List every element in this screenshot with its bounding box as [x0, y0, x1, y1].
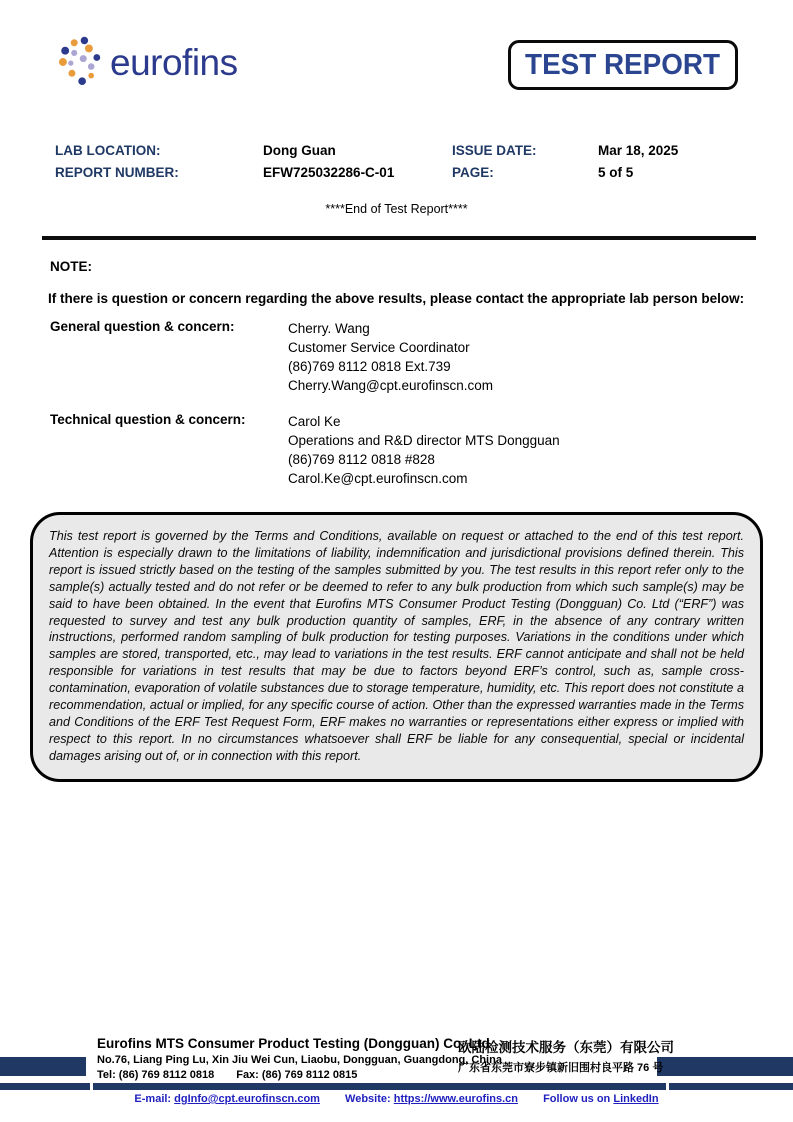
section-divider-line: [42, 236, 756, 240]
footer-address-en: No.76, Liang Ping Lu, Xin Jiu Wei Cun, Liaobu, Dongguan, Guangdong, China: [97, 1054, 502, 1066]
footer-bar-gap-right: [666, 1083, 669, 1090]
logo-wordmark: eurofins: [110, 42, 238, 83]
website-label: Website:: [345, 1093, 391, 1105]
technical-contact-phone: (86)769 8112 0818 #828: [288, 452, 435, 467]
lab-location-value: Dong Guan: [263, 143, 336, 158]
eurofins-logo: [58, 36, 238, 88]
email-link[interactable]: dgInfo@cpt.eurofinscn.com: [174, 1093, 320, 1105]
technical-contact-email: Carol.Ke@cpt.eurofinscn.com: [288, 471, 468, 486]
footer-tel: Tel: (86) 769 8112 0818: [97, 1069, 215, 1081]
footer-company-name-en: Eurofins MTS Consumer Product Testing (Dongguan) Co. Ltd: [97, 1036, 490, 1051]
footer-company-block-cn: [458, 1036, 674, 1075]
test-report-badge: [508, 40, 738, 90]
issue-date-value: Mar 18, 2025: [598, 143, 679, 158]
footer-left-accent-bar: [0, 1057, 86, 1076]
technical-question-label: Technical question & concern:: [50, 412, 246, 427]
general-question-details: [288, 319, 493, 395]
footer-navy-bar: [0, 1083, 793, 1090]
issue-date-label: ISSUE DATE:: [452, 143, 537, 158]
page-label: PAGE:: [452, 165, 494, 180]
eurofins-dots-icon: [58, 36, 104, 88]
general-question-label: General question & concern:: [50, 319, 235, 334]
email-label: E-mail:: [134, 1093, 172, 1105]
note-intro-text: If there is question or concern regarding the above results, please contact the appropriate lab person below:: [48, 291, 745, 306]
test-report-badge-label: TEST REPORT: [525, 48, 721, 81]
end-of-report-marker: ****End of Test Report****: [325, 202, 468, 216]
linkedin-link[interactable]: LinkedIn: [613, 1093, 659, 1105]
report-number-label: REPORT NUMBER:: [55, 165, 179, 180]
footer-fax: Fax: (86) 769 8112 0815: [236, 1069, 358, 1081]
footer-company-block-en: [97, 1036, 502, 1081]
technical-contact-name: Carol Ke: [288, 414, 341, 429]
general-contact-name: Cherry. Wang: [288, 321, 370, 336]
footer-right-accent-bar: [657, 1057, 793, 1076]
footer-bar-gap-left: [90, 1083, 93, 1090]
page-value: 5 of 5: [598, 165, 634, 180]
website-link[interactable]: https://www.eurofins.cn: [393, 1093, 518, 1105]
general-contact-phone: (86)769 8112 0818 Ext.739: [288, 359, 451, 374]
footer-tel-fax: [97, 1069, 502, 1081]
follow-us-label: Follow us on: [543, 1093, 611, 1105]
lab-location-label: LAB LOCATION:: [55, 143, 161, 158]
terms-and-conditions-box: [30, 512, 763, 782]
general-contact-email: Cherry.Wang@cpt.eurofinscn.com: [288, 378, 494, 393]
technical-contact-title: Operations and R&D director MTS Dongguan: [288, 433, 560, 448]
terms-and-conditions-text: This test report is governed by the Terms and Conditions, available on request or attached to the end of this test report. Attention is especially drawn to the limitations of liability, indemnification and jurisdictional provisions defined therein. This report is issued strictly based on the testing of the samples submitted by you. The test results in this report refer only to the sample(s) actually tested and do not refer or be deemed to refer to any bulk production from which such sample(s) may be said to have been obtained. In the event that Eurofins MTS Consumer Product Testing (Dongguan) Co. Ltd (“ERF”) was requested to survey and test any bulk production quantity of samples, ERF, in the absence of any contrary written instructions, performed random sampling of bulk production for testing purposes. Variations in the conditions under which samples are stored, transported, etc., may lead to variations in the test results. ERF cannot anticipate and shall not be held responsible for variations in test results that may be due to factors beyond ERF’s control, such as, sample cross-contamination, evaporation of volatile substances due to storage temperature, humidity, etc. This report does not constitute a recommendation, actual or implied, for any specific course of action. Other than the expressed warranties made in the Terms and Conditions of the ERF Test Request Form, ERF makes no warranties or representations either express or implied with respect to this report. In no circumstances whatsoever shall ERF be liable for any consequential, special or incidental damages arising out of, or in connection with this report.: [49, 529, 744, 763]
general-contact-title: Customer Service Coordinator: [288, 340, 470, 355]
footer-company-name-cn: 欧陆检测技术服务（东莞）有限公司: [458, 1040, 674, 1055]
footer-contact-links: [0, 1093, 793, 1105]
note-title: NOTE:: [50, 259, 92, 274]
technical-question-details: [288, 412, 560, 488]
report-number-value: EFW725032286-C-01: [263, 165, 395, 180]
footer-address-cn: 广东省东莞市寮步镇新旧围村良平路 76 号: [458, 1062, 664, 1074]
